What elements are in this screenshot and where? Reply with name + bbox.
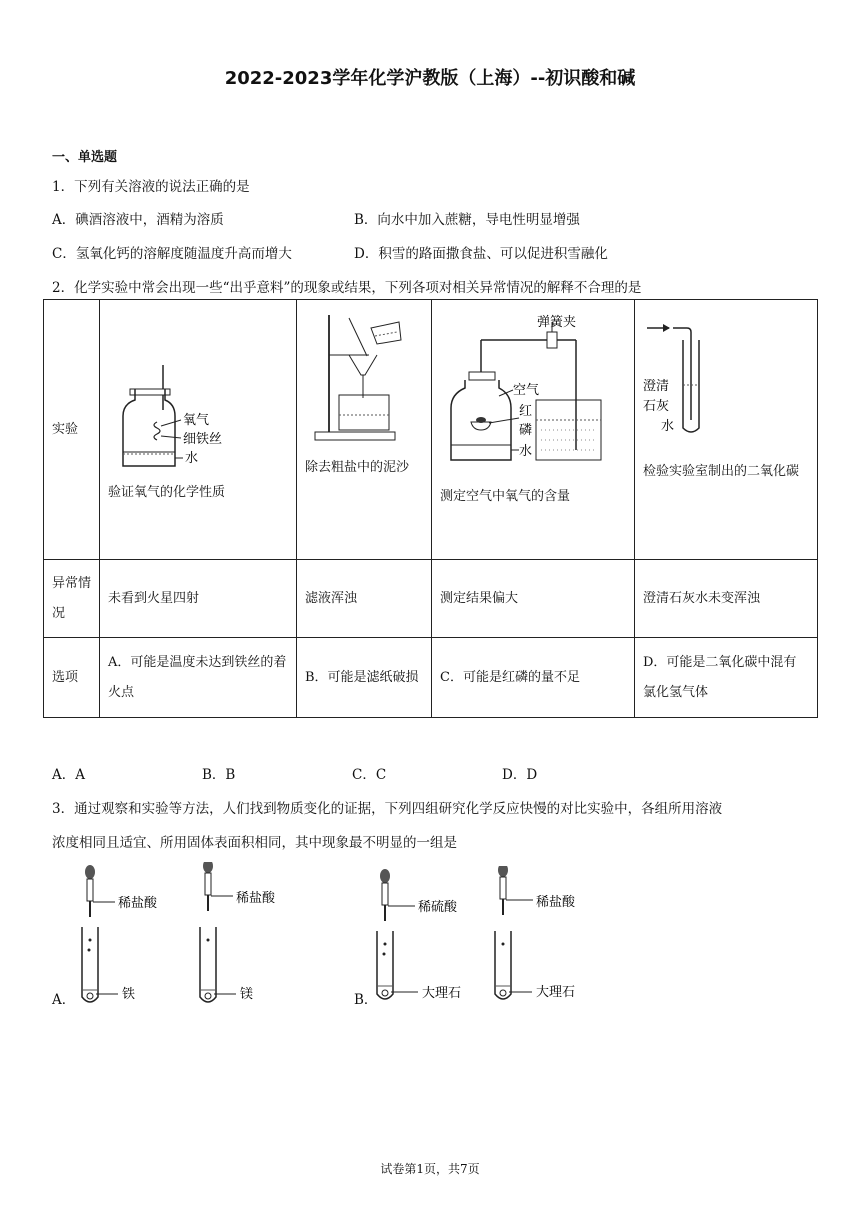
- experiment-cell-3: [432, 300, 635, 560]
- tube-3: [377, 931, 418, 999]
- label-water-1: 水: [185, 451, 199, 466]
- q1-option-d[interactable]: D．积雪的路面撒食盐、可以促进积雪融化: [354, 246, 608, 262]
- label-iron-wire: 细铁丝: [183, 432, 223, 447]
- q3-figure-a: [70, 862, 350, 1012]
- label-spring-clip: 弹簧夹: [536, 315, 576, 330]
- experiment-table: [43, 299, 818, 718]
- q3a-acid1: 稀盐酸: [118, 896, 158, 911]
- experiment-name-1: 验证氧气的化学性质: [108, 485, 226, 500]
- q2-answer-d[interactable]: D．D: [502, 767, 538, 783]
- q3-option-a-label[interactable]: A．: [52, 992, 76, 1008]
- option-a: A．可能是温度未达到铁丝的着火点: [100, 638, 297, 718]
- q3a-solid1: 铁: [122, 987, 136, 1002]
- anomaly-1: 未看到火星四射: [100, 560, 297, 638]
- q3a-acid2: 稀盐酸: [236, 891, 276, 906]
- air-oxygen-figure: [441, 310, 626, 480]
- q3a-solid2: 镁: [240, 987, 254, 1002]
- q1-option-b[interactable]: B．向水中加入蔗糖，导电性明显增强: [354, 212, 580, 228]
- dropper-4: [498, 866, 533, 915]
- dropper-1: [85, 865, 115, 917]
- row-header-anomaly: 异常情况: [44, 560, 100, 638]
- filtration-figure: [309, 310, 419, 445]
- q2-answer-c[interactable]: C．C: [352, 767, 387, 783]
- q2-answer-a[interactable]: A．A: [52, 767, 85, 783]
- label-red-phosphorus-1: 红: [518, 404, 532, 419]
- experiment-name-2: 除去粗盐中的泥沙: [305, 460, 410, 475]
- q3-stem-line1: 3．通过观察和实验等方法，人们找到物质变化的证据，下列四组研究化学反应快慢的对比实验中，各组所用溶液: [52, 801, 723, 817]
- dropper-3: [380, 869, 415, 921]
- q3b-acid2: 稀盐酸: [536, 895, 576, 910]
- row-header-option: 选项: [44, 638, 100, 718]
- label-lime: 石灰: [643, 399, 670, 414]
- q3-option-b-label[interactable]: B．: [354, 992, 378, 1008]
- anomaly-3: 测定结果偏大: [432, 560, 635, 638]
- q3-figure-b: [370, 866, 630, 1016]
- label-red-phosphorus-2: 磷: [518, 423, 532, 438]
- q1-option-c[interactable]: C．氢氧化钙的溶解度随温度升高而增大: [52, 246, 292, 262]
- tube-2: [200, 927, 236, 1002]
- experiment-cell-1: [100, 300, 297, 560]
- experiment-name-3: 测定空气中氧气的含量: [440, 489, 571, 504]
- label-air: 空气: [512, 383, 539, 398]
- label-water-4: 水: [661, 419, 675, 434]
- page-footer: 试卷第1页，共7页: [380, 1162, 480, 1176]
- experiment-name-4: 检验实验室制出的二氧化碳: [643, 464, 800, 479]
- q3-stem-line2: 浓度相同且适宜、所用固体表面积相同，其中现象最不明显的一组是: [52, 835, 457, 851]
- q2-stem: 2．化学实验中常会出现一些“出乎意料”的现象或结果，下列各项对相关异常情况的解释不合理的是: [52, 280, 642, 296]
- experiment-cell-2: [297, 300, 432, 560]
- q2-answer-b[interactable]: B．B: [202, 767, 236, 783]
- tube-1: [82, 927, 118, 1002]
- co2-test-figure: [643, 310, 753, 445]
- row-header-experiment: 实验: [44, 300, 100, 560]
- anomaly-2: 滤液浑浊: [297, 560, 432, 638]
- q1-option-a[interactable]: A．碘酒溶液中，酒精为溶质: [52, 212, 224, 228]
- option-c: C．可能是红磷的量不足: [432, 638, 635, 718]
- experiment-cell-4: [635, 300, 818, 560]
- tube-4: [495, 931, 532, 999]
- q3b-solid2: 大理石: [536, 985, 576, 1000]
- label-oxygen: 氧气: [183, 413, 210, 428]
- page-title: 2022-2023学年化学沪教版（上海）--初识酸和碱: [224, 68, 636, 89]
- dropper-2: [203, 862, 233, 911]
- q3b-solid1: 大理石: [422, 986, 462, 1001]
- oxygen-iron-figure: [113, 310, 283, 470]
- label-clear: 澄清: [643, 379, 670, 394]
- label-water-3: 水: [518, 444, 532, 459]
- option-b: B．可能是滤纸破损: [297, 638, 432, 718]
- anomaly-4: 澄清石灰水未变浑浊: [635, 560, 818, 638]
- q1-stem: 1．下列有关溶液的说法正确的是: [52, 179, 250, 195]
- q3b-acid1: 稀硫酸: [418, 900, 458, 915]
- option-d: D．可能是二氧化碳中混有氯化氢气体: [635, 638, 818, 718]
- section-heading: 一、单选题: [52, 150, 118, 165]
